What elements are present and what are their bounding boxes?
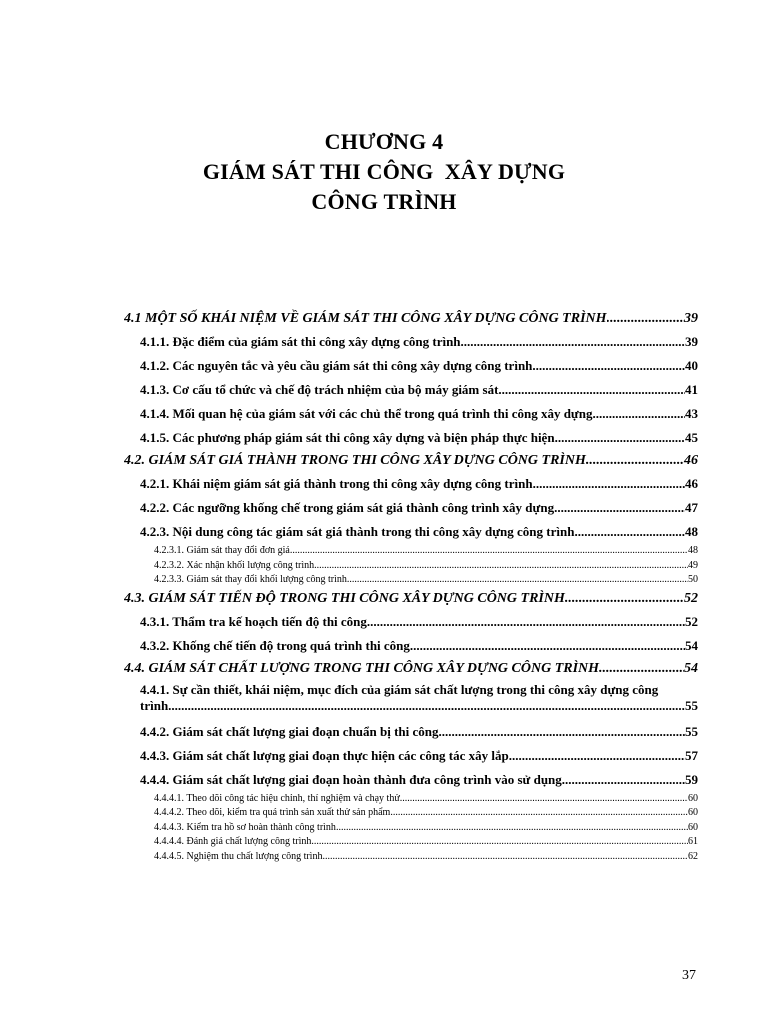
dot-leader xyxy=(367,610,685,634)
toc-subentry[interactable] xyxy=(124,573,698,588)
dot-leader xyxy=(498,378,685,402)
dot-leader xyxy=(461,330,685,354)
dot-leader xyxy=(314,559,688,574)
toc-section-heading[interactable] xyxy=(124,588,698,610)
toc-entry-title-continued: trình xyxy=(140,697,169,713)
dot-leader xyxy=(168,698,685,714)
dot-leader xyxy=(607,308,684,330)
toc-section-heading[interactable] xyxy=(124,658,698,680)
toc-entry-page: 50 xyxy=(688,574,698,585)
toc-subentry[interactable] xyxy=(124,792,698,807)
chapter-title xyxy=(0,127,768,217)
chapter-number: CHƯƠNG 4 xyxy=(324,129,444,154)
dot-leader xyxy=(532,354,685,378)
toc-entry-title: 4.4.4.5. Nghiệm thu chất lượng công trình xyxy=(154,850,323,862)
toc-entry-page: 46 xyxy=(684,453,698,468)
toc-entry-title: 4.2.1. Khái niệm giám sát giá thành trong thi công xây dựng công trình xyxy=(140,476,533,491)
toc-subentry[interactable] xyxy=(124,559,698,574)
toc-entry-title: 4.2.3.2. Xác nhận khối lượng công trình xyxy=(154,559,315,571)
toc-entry[interactable] xyxy=(124,682,698,714)
dot-leader xyxy=(599,658,684,680)
toc-entry[interactable] xyxy=(124,610,698,634)
dot-leader xyxy=(592,402,685,426)
toc-entry-title: 4.4.4.3. Kiểm tra hồ sơ hoàn thành công trình xyxy=(154,821,336,833)
toc-entry[interactable] xyxy=(124,768,698,792)
toc-entry-title: 4.1.5. Các phương pháp giám sát thi công xây dựng và biện pháp thực hiện xyxy=(140,430,555,445)
toc-entry-title: 4.2.3.1. Giám sát thay đổi đơn giá xyxy=(154,545,290,556)
toc-entry-page: 39 xyxy=(685,334,698,349)
toc-subentry[interactable] xyxy=(124,850,698,865)
dot-leader xyxy=(439,720,685,744)
toc-entry-page: 43 xyxy=(685,406,698,421)
toc-subentry[interactable] xyxy=(124,806,698,821)
dot-leader xyxy=(565,588,684,610)
toc-entry-title: 4.3.2. Khống chế tiến độ trong quá trình thi công xyxy=(140,637,410,653)
dot-leader xyxy=(574,520,685,544)
toc-entry-page: 60 xyxy=(688,792,698,804)
dot-leader xyxy=(533,472,685,496)
toc-entry-title: 4.3.1. Thẩm tra kế hoạch tiến độ thi công xyxy=(140,613,367,629)
toc-section-heading[interactable] xyxy=(124,308,698,330)
toc-entry-title: 4.4. GIÁM SÁT CHẤT LƯỢNG TRONG THI CÔNG XÂY DỰNG CÔNG TRÌNH xyxy=(124,660,600,676)
dot-leader xyxy=(347,573,688,588)
toc-entry-title: 4.1.4. Mối quan hệ của giám sát với các chủ thể trong quá trình thi công xây dựng xyxy=(140,406,593,421)
toc-entry-title: 4.2.3. Nội dung công tác giám sát giá thành trong thi công xây dựng công trình xyxy=(140,524,575,539)
dot-leader xyxy=(509,744,685,768)
toc-entry-title: 4.3. GIÁM SÁT TIẾN ĐỘ TRONG THI CÔNG XÂY DỰNG CÔNG TRÌNH xyxy=(124,590,565,606)
toc-entry-page: 47 xyxy=(685,500,698,515)
toc-entry-page: 46 xyxy=(685,476,698,491)
toc-entry-title: 4.2. GIÁM SÁT GIÁ THÀNH TRONG THI CÔNG XÂY DỰNG CÔNG TRÌNH xyxy=(124,453,586,468)
toc-entry[interactable] xyxy=(124,472,698,496)
toc-entry-title: 4.1.2. Các nguyên tắc và yêu cầu giám sát thi công xây dựng công trình xyxy=(140,358,533,373)
dot-leader xyxy=(562,768,685,792)
toc-entry-title: 4.2.3.3. Giám sát thay đổi khối lượng công trình xyxy=(154,574,347,585)
chapter-title-line-2: CÔNG TRÌNH xyxy=(311,189,457,214)
toc-entry-title: 4.4.4.1. Theo dõi công tác hiệu chỉnh, thí nghiệm và chạy thử xyxy=(154,792,400,804)
toc-entry-title: 4.4.3. Giám sát chất lượng giai đoạn thực hiện các công tác xây lắp xyxy=(140,747,509,763)
toc-entry-page: 52 xyxy=(684,590,698,606)
table-of-contents xyxy=(124,308,698,864)
toc-entry-title: 4.4.4.2. Theo dõi, kiểm tra quá trình sản xuất thử sản phẩm xyxy=(154,807,391,818)
dot-leader xyxy=(400,792,688,807)
toc-entry-page: 49 xyxy=(688,559,698,571)
dot-leader xyxy=(336,821,688,836)
dot-leader xyxy=(311,835,688,850)
dot-leader xyxy=(410,634,685,658)
toc-entry-page: 54 xyxy=(684,660,698,676)
toc-entry[interactable] xyxy=(124,330,698,354)
toc-entry-title: 4.2.2. Các ngưỡng khống chế trong giám sát giá thành công trình xây dựng xyxy=(140,500,555,515)
toc-entry-page: 59 xyxy=(685,771,698,787)
toc-entry-title: 4.4.2. Giám sát chất lượng giai đoạn chuẩn bị thi công xyxy=(140,723,439,739)
toc-entry-title: 4.4.4.4. Đánh giá chất lượng công trình xyxy=(154,836,312,847)
toc-entry[interactable] xyxy=(124,402,698,426)
toc-entry-title: 4.4.1. Sự cần thiết, khái niệm, mục đích của giám sát chất lượng trong thi công xây dựng công xyxy=(140,681,659,697)
toc-entry-page: 55 xyxy=(685,723,698,739)
toc-entry[interactable] xyxy=(124,354,698,378)
toc-entry-page: 60 xyxy=(688,821,698,833)
toc-entry[interactable] xyxy=(124,426,698,450)
toc-entry[interactable] xyxy=(124,378,698,402)
toc-entry[interactable] xyxy=(124,720,698,744)
dot-leader xyxy=(555,426,685,450)
toc-entry-page: 54 xyxy=(685,637,698,653)
toc-entry-title: 4.1.1. Đặc điểm của giám sát thi công xây dựng công trình xyxy=(140,334,461,349)
toc-entry-page: 48 xyxy=(685,524,698,539)
toc-entry-page: 62 xyxy=(688,850,698,862)
toc-subentry[interactable] xyxy=(124,821,698,836)
toc-section-heading[interactable] xyxy=(124,450,698,472)
dot-leader xyxy=(554,496,685,520)
toc-entry-page: 45 xyxy=(685,430,698,445)
toc-entry[interactable] xyxy=(124,496,698,520)
toc-entry-page: 52 xyxy=(685,613,698,629)
toc-entry-page: 41 xyxy=(685,382,698,397)
dot-leader xyxy=(322,850,688,865)
toc-subentry[interactable] xyxy=(124,835,698,850)
dot-leader xyxy=(390,806,688,821)
toc-entry-page: 40 xyxy=(685,358,698,373)
toc-entry-title: 4.1.3. Cơ cấu tổ chức và chế độ trách nhiệm của bộ máy giám sát xyxy=(140,382,499,397)
dot-leader xyxy=(586,450,684,472)
toc-entry-page: 39 xyxy=(684,311,698,326)
toc-entry-page: 60 xyxy=(688,807,698,818)
toc-entry-title: 4.4.4. Giám sát chất lượng giai đoạn hoàn thành đưa công trình vào sử dụng xyxy=(140,771,562,787)
toc-entry-page: 48 xyxy=(688,545,698,556)
toc-entry-page: 55 xyxy=(685,697,698,713)
toc-entry[interactable] xyxy=(124,520,698,544)
page-number: 37 xyxy=(682,968,696,983)
toc-entry[interactable] xyxy=(124,744,698,768)
toc-entry[interactable] xyxy=(124,634,698,658)
toc-entry-page: 57 xyxy=(685,747,698,763)
toc-entry-title: 4.1 MỘT SỐ KHÁI NIỆM VỀ GIÁM SÁT THI CÔNG XÂY DỰNG CÔNG TRÌNH xyxy=(124,311,607,326)
toc-subentry[interactable] xyxy=(124,544,698,559)
dot-leader xyxy=(290,544,688,559)
toc-entry-page: 61 xyxy=(688,836,698,847)
chapter-title-line-1: GIÁM SÁT THI CÔNG XÂY DỰNG xyxy=(202,159,566,184)
